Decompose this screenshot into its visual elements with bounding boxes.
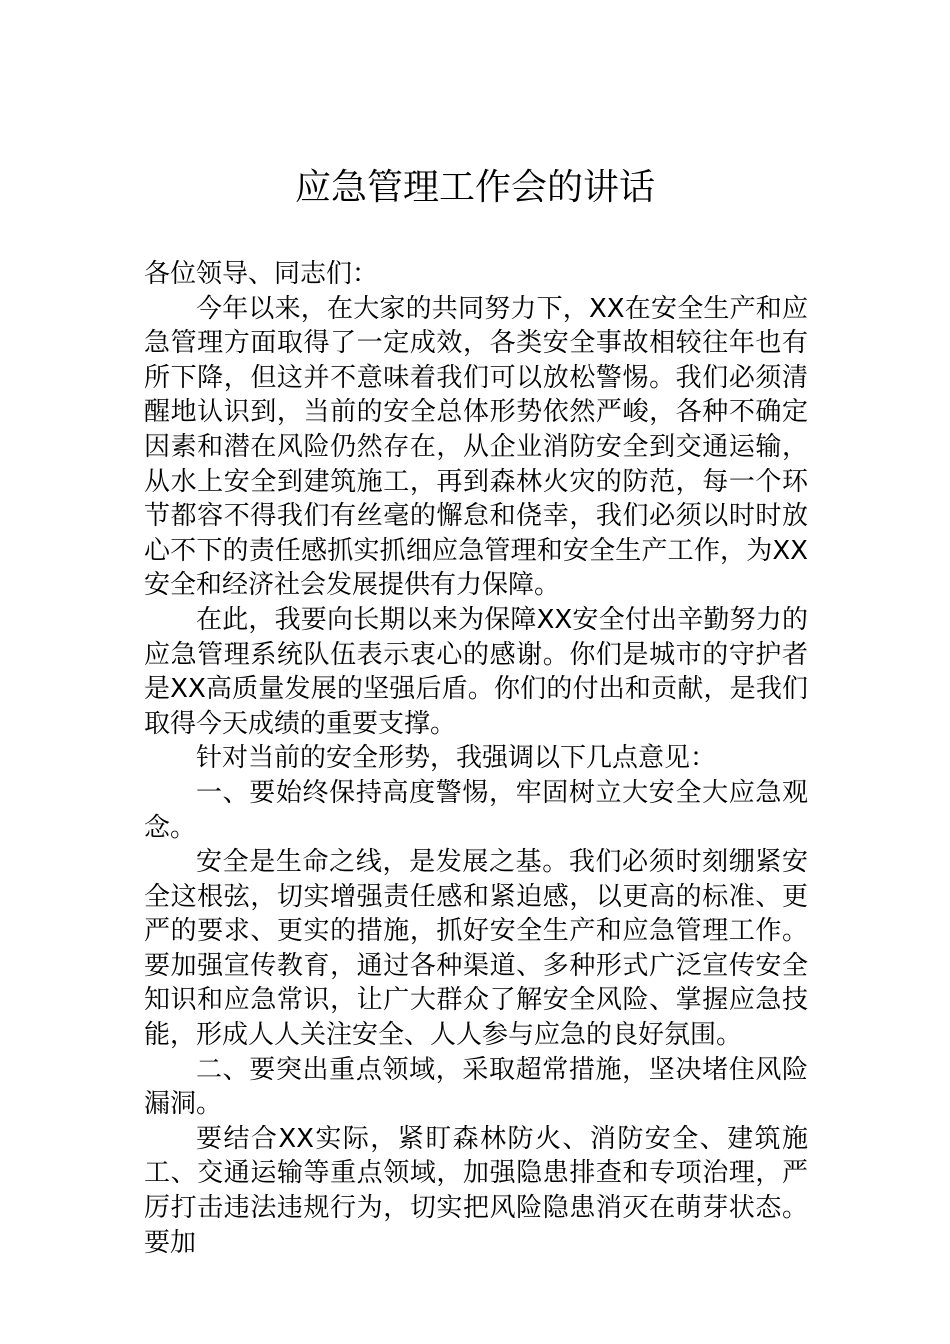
section-heading-2: 二、要突出重点领域，采取超常措施，坚决堵住风险漏洞。 bbox=[144, 1054, 808, 1120]
paragraph: 在此，我要向长期以来为保障XX安全付出辛勤努力的应急管理系统队伍表示衷心的感谢。你们是城市的守护者是XX高质量发展的坚强后盾。你们的付出和贡献，是我们取得今天成绩的重要支撑。 bbox=[144, 604, 808, 739]
document-body bbox=[144, 257, 808, 1260]
paragraph: 今年以来，在大家的共同努力下，XX在安全生产和应急管理方面取得了一定成效，各类安全事故相较往年也有所下降，但这并不意味着我们可以放松警惕。我们必须清醒地认识到，当前的安全总体形势依然严峻，各种不确定因素和潜在风险仍然存在，从企业消防安全到交通运输，从水上安全到建筑施工，再到森林火灾的防范，每一个环节都容不得我们有丝毫的懈怠和侥幸，我们必须以时时放心不下的责任感抓实抓细应急管理和安全生产工作，为XX安全和经济社会发展提供有力保障。 bbox=[144, 293, 808, 601]
document-title: 应急管理工作会的讲话 bbox=[294, 167, 655, 208]
paragraph: 安全是生命之线，是发展之基。我们必须时刻绷紧安全这根弦，切实增强责任感和紧迫感，以更高的标准、更严的要求、更实的措施，抓好安全生产和应急管理工作。要加强宣传教育，通过各种渠道、多种形式广泛宣传安全知识和应急常识，让广大群众了解安全风险、掌握应急技能，形成人人关注安全、人人参与应急的良好氛围。 bbox=[144, 847, 808, 1051]
paragraph: 针对当前的安全形势，我强调以下几点意见： bbox=[196, 743, 717, 774]
section-heading-1: 一、要始终保持高度警惕，牢固树立大安全大应急观念。 bbox=[144, 777, 808, 843]
salutation: 各位领导、同志们： bbox=[144, 259, 379, 289]
paragraph: 要结合XX实际，紧盯森林防火、消防安全、建筑施工、交通运输等重点领域，加强隐患排查和专项治理，严厉打击违法违规行为，切实把风险隐患消灭在萌芽状态。要加 bbox=[144, 1123, 808, 1258]
